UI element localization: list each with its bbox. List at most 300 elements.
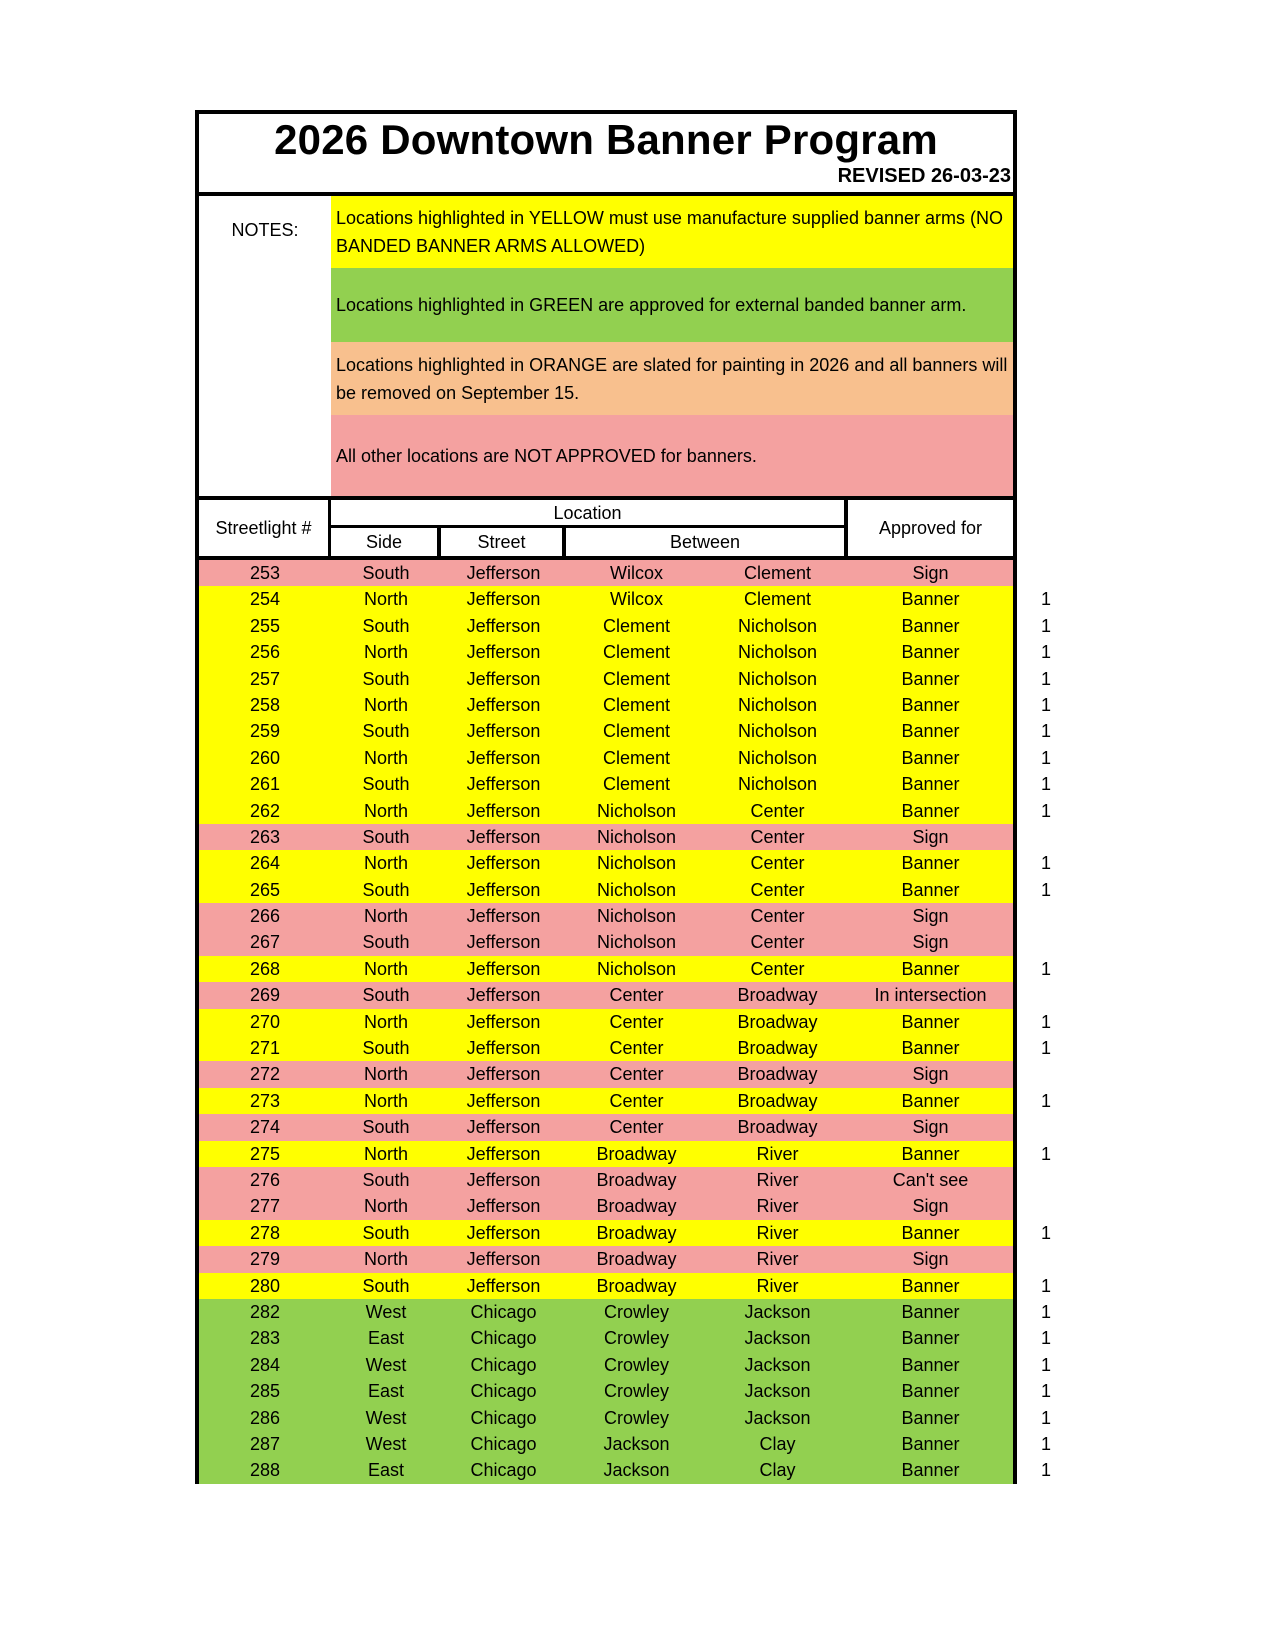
cell-streetlight: 266 — [249, 906, 281, 927]
banner-program-sheet — [195, 110, 1051, 1484]
cell-street: Jefferson — [466, 642, 541, 663]
cell-side: East — [367, 1381, 405, 1402]
table-row — [199, 903, 1013, 929]
note-green-text: Locations highlighted in GREEN are approved for external banded banner arm. — [336, 295, 967, 315]
cell-approved: Banner — [901, 1143, 960, 1164]
cell-side: North — [363, 1064, 408, 1085]
cell-count: 1 — [1040, 958, 1051, 979]
cell-street: Jefferson — [466, 589, 541, 610]
cell-street: Jefferson — [466, 879, 541, 900]
cell-between-from: Nicholson — [596, 932, 677, 953]
cell-count — [1021, 1114, 1071, 1140]
cell-street: Jefferson — [466, 853, 541, 874]
table-row — [199, 1167, 1013, 1193]
cell-count: 1 — [1040, 615, 1051, 636]
cell-street: Jefferson — [466, 615, 541, 636]
cell-approved: Banner — [901, 642, 960, 663]
cell-between-from: Clement — [602, 615, 671, 636]
cell-between-to: Clay — [759, 1433, 796, 1454]
cell-between-from: Crowley — [603, 1328, 669, 1349]
table-row — [199, 692, 1051, 718]
cell-count — [1021, 982, 1071, 1008]
cell-between-from: Wilcox — [610, 589, 663, 610]
table-row — [199, 956, 1051, 982]
cell-between-to: Broadway — [737, 985, 818, 1006]
note-orange-text: Locations highlighted in ORANGE are slated for painting in 2026 and all banners will be removed on September 15. — [336, 354, 1008, 403]
cell-streetlight: 271 — [249, 1038, 281, 1059]
header-street: Street — [441, 528, 566, 556]
cell-approved: Banner — [901, 1038, 960, 1059]
cell-between-from: Nicholson — [596, 958, 677, 979]
cell-street: Jefferson — [466, 800, 541, 821]
cell-between-to: Nicholson — [737, 747, 818, 768]
cell-street: Jefferson — [466, 563, 541, 583]
cell-street: Jefferson — [466, 1222, 541, 1243]
cell-approved: Can't see — [892, 1169, 969, 1190]
cell-approved: Banner — [901, 958, 960, 979]
cell-street: Jefferson — [466, 1064, 541, 1085]
cell-count — [1021, 560, 1071, 586]
cell-approved: Banner — [901, 879, 960, 900]
note-orange — [331, 342, 1013, 415]
cell-approved: Banner — [901, 668, 960, 689]
note-red — [331, 415, 1013, 496]
cell-street: Jefferson — [466, 932, 541, 953]
cell-between-to: Jackson — [744, 1328, 811, 1349]
cell-street: Chicago — [470, 1381, 537, 1402]
cell-between-from: Nicholson — [596, 879, 677, 900]
cell-count: 1 — [1040, 1275, 1051, 1296]
table-row — [199, 1114, 1013, 1140]
cell-side: East — [367, 1460, 405, 1481]
table-row — [199, 1061, 1013, 1087]
cell-between-to: Jackson — [744, 1407, 811, 1428]
cell-streetlight: 267 — [249, 932, 281, 953]
table-row — [199, 824, 1013, 850]
cell-approved: Sign — [912, 906, 949, 927]
cell-count: 1 — [1040, 1222, 1051, 1243]
cell-between-from: Crowley — [603, 1354, 669, 1375]
cell-between-to: Clement — [743, 563, 812, 583]
cell-streetlight: 270 — [249, 1011, 281, 1032]
cell-between-from: Center — [609, 1011, 664, 1032]
cell-streetlight: 264 — [249, 853, 281, 874]
cell-side: South — [362, 1117, 410, 1138]
cell-side: South — [362, 668, 410, 689]
cell-street: Chicago — [470, 1460, 537, 1481]
cell-count: 1 — [1040, 1301, 1051, 1322]
cell-approved: Banner — [901, 1090, 960, 1111]
cell-between-to: Jackson — [744, 1301, 811, 1322]
cell-between-from: Center — [609, 1064, 664, 1085]
cell-street: Chicago — [470, 1328, 537, 1349]
cell-streetlight: 285 — [249, 1381, 281, 1402]
cell-streetlight: 260 — [249, 747, 281, 768]
cell-street: Jefferson — [466, 1143, 541, 1164]
cell-between-from: Broadway — [596, 1169, 677, 1190]
table-row — [199, 613, 1051, 639]
note-yellow-text: Locations highlighted in YELLOW must use manufacture supplied banner arms (NO BANDED BANNER ARMS ALLOWED) — [336, 208, 1004, 256]
cell-approved: Banner — [901, 721, 960, 742]
cell-street: Chicago — [470, 1433, 537, 1454]
cell-streetlight: 274 — [249, 1117, 281, 1138]
cell-side: South — [362, 879, 410, 900]
table-row — [199, 1431, 1051, 1457]
cell-between-from: Center — [609, 1090, 664, 1111]
cell-side: South — [362, 1169, 410, 1190]
cell-approved: Sign — [912, 1249, 949, 1270]
cell-between-to: Nicholson — [737, 694, 818, 715]
cell-between-from: Clement — [602, 694, 671, 715]
cell-street: Jefferson — [466, 1011, 541, 1032]
table-row — [199, 718, 1051, 744]
cell-count: 1 — [1040, 879, 1051, 900]
cell-between-to: Center — [750, 853, 805, 874]
revised-date: REVISED 26-03-23 — [837, 165, 1011, 187]
cell-streetlight: 259 — [249, 721, 281, 742]
cell-streetlight: 255 — [249, 615, 281, 636]
cell-approved: Banner — [901, 800, 960, 821]
table-row — [199, 560, 1013, 586]
cell-side: North — [363, 1249, 408, 1270]
cell-side: North — [363, 642, 408, 663]
cell-between-from: Clement — [602, 668, 671, 689]
cell-streetlight: 286 — [249, 1407, 281, 1428]
cell-side: East — [367, 1328, 405, 1349]
cell-between-to: River — [756, 1143, 799, 1164]
cell-between-from: Crowley — [603, 1407, 669, 1428]
cell-between-to: Nicholson — [737, 668, 818, 689]
table-row — [199, 1246, 1013, 1272]
cell-side: North — [363, 958, 408, 979]
cell-between-to: Broadway — [737, 1090, 818, 1111]
cell-street: Jefferson — [466, 774, 541, 795]
table-row — [199, 1405, 1051, 1431]
cell-count: 1 — [1040, 668, 1051, 689]
cell-street: Jefferson — [466, 1196, 541, 1217]
cell-count: 1 — [1040, 589, 1051, 610]
cell-between-from: Clement — [602, 721, 671, 742]
cell-between-from: Center — [609, 1038, 664, 1059]
cell-side: South — [362, 985, 410, 1006]
cell-streetlight: 276 — [249, 1169, 281, 1190]
cell-between-to: Center — [750, 932, 805, 953]
cell-side: West — [365, 1407, 407, 1428]
cell-approved: Banner — [901, 853, 960, 874]
cell-side: South — [362, 1222, 410, 1243]
cell-side: South — [362, 774, 410, 795]
table-row — [199, 586, 1051, 612]
cell-between-to: Clay — [759, 1460, 796, 1481]
cell-streetlight: 275 — [249, 1143, 281, 1164]
cell-count: 1 — [1040, 800, 1051, 821]
cell-streetlight: 262 — [249, 800, 281, 821]
cell-side: South — [362, 721, 410, 742]
cell-approved: Banner — [901, 694, 960, 715]
cell-streetlight: 288 — [249, 1460, 281, 1481]
header-location: Location — [331, 500, 848, 528]
cell-streetlight: 280 — [249, 1275, 281, 1296]
cell-side: North — [363, 906, 408, 927]
cell-count — [1021, 1246, 1071, 1272]
cell-count: 1 — [1040, 1011, 1051, 1032]
cell-streetlight: 263 — [249, 826, 281, 847]
cell-count — [1021, 903, 1071, 929]
cell-between-from: Nicholson — [596, 800, 677, 821]
cell-approved: Banner — [901, 1301, 960, 1322]
cell-approved: Banner — [901, 1354, 960, 1375]
cell-between-from: Center — [609, 1117, 664, 1138]
cell-approved: Sign — [912, 932, 949, 953]
cell-street: Jefferson — [466, 694, 541, 715]
cell-between-to: Center — [750, 826, 805, 847]
cell-between-to: River — [756, 1275, 799, 1296]
cell-count: 1 — [1040, 642, 1051, 663]
cell-between-from: Nicholson — [596, 906, 677, 927]
cell-between-from: Broadway — [596, 1249, 677, 1270]
cell-side: South — [362, 1275, 410, 1296]
cell-count — [1021, 1061, 1071, 1087]
cell-streetlight: 284 — [249, 1354, 281, 1375]
cell-count: 1 — [1040, 1407, 1051, 1428]
cell-streetlight: 272 — [249, 1064, 281, 1085]
cell-streetlight: 258 — [249, 694, 281, 715]
notes-label: NOTES: — [231, 220, 299, 240]
cell-between-to: Center — [750, 958, 805, 979]
table-row — [199, 1352, 1051, 1378]
cell-side: North — [363, 853, 408, 874]
cell-count: 1 — [1040, 1381, 1051, 1402]
table-row — [199, 877, 1051, 903]
cell-approved: Banner — [901, 1011, 960, 1032]
cell-side: West — [365, 1301, 407, 1322]
cell-between-from: Nicholson — [596, 853, 677, 874]
cell-street: Jefferson — [466, 958, 541, 979]
cell-count: 1 — [1040, 1354, 1051, 1375]
table-row — [199, 1325, 1051, 1351]
cell-between-from: Wilcox — [610, 563, 663, 583]
cell-streetlight: 287 — [249, 1433, 281, 1454]
cell-between-from: Broadway — [596, 1196, 677, 1217]
cell-street: Jefferson — [466, 1090, 541, 1111]
cell-between-from: Broadway — [596, 1275, 677, 1296]
cell-count: 1 — [1040, 1090, 1051, 1111]
table-row — [199, 1035, 1051, 1061]
cell-streetlight: 283 — [249, 1328, 281, 1349]
header-approved: Approved for — [878, 517, 983, 538]
notes-box — [195, 196, 1017, 500]
cell-between-to: Broadway — [737, 1117, 818, 1138]
cell-street: Jefferson — [466, 721, 541, 742]
cell-side: North — [363, 800, 408, 821]
table-row — [199, 1273, 1051, 1299]
table-row — [199, 850, 1051, 876]
cell-street: Jefferson — [466, 668, 541, 689]
cell-street: Chicago — [470, 1407, 537, 1428]
cell-streetlight: 254 — [249, 589, 281, 610]
cell-street: Chicago — [470, 1354, 537, 1375]
cell-between-to: Nicholson — [737, 774, 818, 795]
note-red-text: All other locations are NOT APPROVED for banners. — [336, 445, 757, 466]
cell-streetlight: 279 — [249, 1249, 281, 1270]
table-row — [199, 798, 1051, 824]
cell-between-from: Crowley — [603, 1381, 669, 1402]
cell-between-to: Broadway — [737, 1064, 818, 1085]
cell-side: North — [363, 589, 408, 610]
cell-approved: Banner — [901, 774, 960, 795]
cell-side: North — [363, 1143, 408, 1164]
cell-between-from: Crowley — [603, 1301, 669, 1322]
cell-side: South — [362, 1038, 410, 1059]
cell-between-from: Nicholson — [596, 826, 677, 847]
cell-count: 1 — [1040, 694, 1051, 715]
cell-approved: Sign — [912, 1064, 949, 1085]
cell-approved: Sign — [912, 826, 949, 847]
cell-side: North — [363, 694, 408, 715]
cell-approved: Banner — [901, 589, 960, 610]
table-row — [199, 1299, 1051, 1325]
cell-side: North — [363, 1196, 408, 1217]
cell-between-to: Center — [750, 906, 805, 927]
cell-count: 1 — [1040, 1143, 1051, 1164]
cell-approved: Sign — [912, 1196, 949, 1217]
cell-count: 1 — [1040, 853, 1051, 874]
cell-approved: Banner — [901, 615, 960, 636]
page-title: 2026 Downtown Banner Program — [274, 116, 938, 163]
cell-approved: Banner — [901, 747, 960, 768]
cell-count: 1 — [1040, 747, 1051, 768]
table-row — [199, 666, 1051, 692]
cell-streetlight: 273 — [249, 1090, 281, 1111]
cell-between-to: Jackson — [744, 1381, 811, 1402]
table-row — [199, 1009, 1051, 1035]
cell-street: Jefferson — [466, 1038, 541, 1059]
cell-between-to: River — [756, 1196, 799, 1217]
cell-between-from: Clement — [602, 747, 671, 768]
cell-approved: In intersection — [874, 985, 987, 1006]
cell-streetlight: 253 — [249, 563, 281, 583]
cell-approved: Banner — [901, 1433, 960, 1454]
cell-between-from: Jackson — [603, 1460, 670, 1481]
table-row — [199, 1220, 1051, 1246]
cell-between-to: Jackson — [744, 1354, 811, 1375]
table-row — [199, 982, 1013, 1008]
cell-streetlight: 261 — [249, 774, 281, 795]
cell-side: South — [362, 826, 410, 847]
table-row — [199, 1088, 1051, 1114]
table-row — [199, 1141, 1051, 1167]
cell-between-to: River — [756, 1249, 799, 1270]
cell-street: Jefferson — [466, 1169, 541, 1190]
cell-between-from: Center — [609, 985, 664, 1006]
table-body — [195, 560, 1051, 1484]
cell-side: West — [365, 1433, 407, 1454]
cell-side: South — [362, 563, 410, 583]
header-between: Between — [566, 528, 848, 556]
cell-side: North — [363, 1011, 408, 1032]
cell-approved: Banner — [901, 1275, 960, 1296]
cell-side: North — [363, 1090, 408, 1111]
cell-streetlight: 256 — [249, 642, 281, 663]
cell-between-to: Nicholson — [737, 721, 818, 742]
cell-between-from: Broadway — [596, 1143, 677, 1164]
title-box — [195, 110, 1017, 196]
cell-street: Jefferson — [466, 1249, 541, 1270]
table-header — [195, 500, 1017, 560]
cell-between-to: Broadway — [737, 1038, 818, 1059]
cell-between-to: Nicholson — [737, 615, 818, 636]
cell-streetlight: 269 — [249, 985, 281, 1006]
cell-approved: Banner — [901, 1381, 960, 1402]
cell-side: South — [362, 615, 410, 636]
cell-streetlight: 282 — [249, 1301, 281, 1322]
cell-approved: Sign — [912, 563, 949, 583]
cell-streetlight: 268 — [249, 958, 281, 979]
cell-street: Jefferson — [466, 1275, 541, 1296]
cell-street: Jefferson — [466, 985, 541, 1006]
cell-streetlight: 265 — [249, 879, 281, 900]
header-side: Side — [331, 528, 441, 556]
cell-street: Jefferson — [466, 826, 541, 847]
cell-count: 1 — [1040, 721, 1051, 742]
cell-between-to: Clement — [743, 589, 812, 610]
cell-count: 1 — [1040, 1460, 1051, 1481]
cell-streetlight: 278 — [249, 1222, 281, 1243]
cell-approved: Sign — [912, 1117, 949, 1138]
cell-street: Jefferson — [466, 747, 541, 768]
cell-approved: Banner — [901, 1407, 960, 1428]
cell-street: Chicago — [470, 1301, 537, 1322]
table-row — [199, 1193, 1013, 1219]
cell-count — [1021, 824, 1071, 850]
cell-count: 1 — [1040, 1328, 1051, 1349]
note-yellow — [331, 196, 1013, 268]
cell-between-from: Broadway — [596, 1222, 677, 1243]
cell-between-to: Nicholson — [737, 642, 818, 663]
cell-between-to: Center — [750, 800, 805, 821]
cell-count: 1 — [1040, 1038, 1051, 1059]
header-streetlight: Streetlight # — [199, 500, 331, 556]
table-row — [199, 929, 1013, 955]
cell-between-from: Jackson — [603, 1433, 670, 1454]
cell-streetlight: 277 — [249, 1196, 281, 1217]
cell-side: South — [362, 932, 410, 953]
cell-count: 1 — [1040, 774, 1051, 795]
cell-street: Jefferson — [466, 1117, 541, 1138]
cell-between-to: River — [756, 1169, 799, 1190]
cell-count — [1021, 929, 1071, 955]
cell-approved: Banner — [901, 1222, 960, 1243]
table-row — [199, 1457, 1051, 1483]
cell-approved: Banner — [901, 1460, 960, 1481]
table-row — [199, 639, 1051, 665]
cell-between-from: Clement — [602, 642, 671, 663]
cell-count — [1021, 1167, 1071, 1193]
cell-streetlight: 257 — [249, 668, 281, 689]
cell-count: 1 — [1040, 1433, 1051, 1454]
cell-between-to: River — [756, 1222, 799, 1243]
cell-between-from: Clement — [602, 774, 671, 795]
cell-side: West — [365, 1354, 407, 1375]
cell-between-to: Broadway — [737, 1011, 818, 1032]
table-row — [199, 745, 1051, 771]
table-row — [199, 771, 1051, 797]
cell-count — [1021, 1193, 1071, 1219]
cell-approved: Banner — [901, 1328, 960, 1349]
cell-street: Jefferson — [466, 906, 541, 927]
cell-between-to: Center — [750, 879, 805, 900]
note-green — [331, 268, 1013, 342]
